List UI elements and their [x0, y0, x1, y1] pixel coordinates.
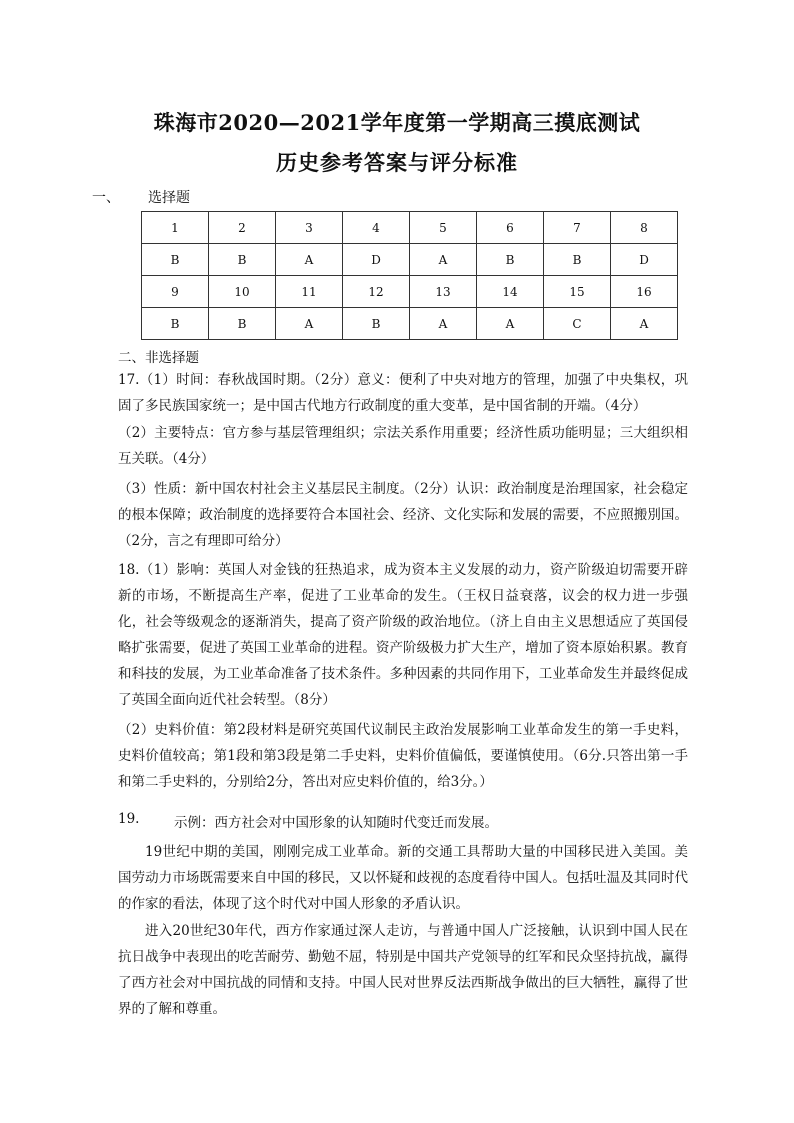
table-cell: A — [276, 244, 343, 276]
table-cell: B — [209, 244, 276, 276]
table-cell: 8 — [611, 212, 678, 244]
q19-example: 示例：西方社会对中国形象的认知随时代变迁而发展。 — [174, 815, 498, 831]
table-cell: B — [142, 244, 209, 276]
table-cell: B — [142, 308, 209, 340]
section2-heading: 二、非选择题 — [118, 350, 199, 366]
q19-paragraph2: 进入20世纪30年代，西方作家通过深人走访，与普通中国人广泛接触，认识到中国人民在抗日战争中表现出的吃苦耐劳、勤勉不屈，特别是中国共产党领导的红军和民众坚持抗战，赢得了西方社会对中国抗战的同情和支持。中国人民对世界反法西斯战争做出的巨大牺牲，赢得了世界的了解和尊重。 — [118, 923, 688, 1017]
table-cell: A — [410, 308, 477, 340]
q18-part1: 18.（1）影响：英国人对金钱的狂热追求，成为资本主义发展的动力，资产阶级迫切需要开辟新的市场，不断提高生产率，促进了工业革命的发生。（王权日益衰落，议会的权力进一步强化，社会等级观念的逐渐消失，提高了资产阶级的政治地位。（济上自由主义思想适应了英国侵略扩张需要，促进了英国工业革命的进程。资产阶级极力扩大生产，增加了资本原始积累。教育和科技的发展，为工业革命准备了技术条件。多种因素的共同作用下，工业革命发生并最终促成了英国全面向近代社会转型。（8分） — [118, 562, 688, 708]
table-row — [142, 212, 678, 244]
table-cell: 4 — [343, 212, 410, 244]
table-cell: 11 — [276, 276, 343, 308]
answer-table — [141, 211, 678, 340]
table-cell: A — [276, 308, 343, 340]
table-cell: 9 — [142, 276, 209, 308]
table-cell: 16 — [611, 276, 678, 308]
table-row — [142, 308, 678, 340]
table-cell: D — [611, 244, 678, 276]
table-cell: 7 — [544, 212, 611, 244]
table-cell: 5 — [410, 212, 477, 244]
table-cell: A — [611, 308, 678, 340]
document-subtitle: 历史参考答案与评分标准 — [276, 150, 518, 175]
table-cell: 6 — [477, 212, 544, 244]
table-cell: B — [343, 308, 410, 340]
table-cell: 2 — [209, 212, 276, 244]
q19-number: 19. — [118, 811, 140, 827]
q17-part3: （3）性质：新中国农村社会主义基层民主制度。（2分）认识：政治制度是治理国家，社会稳定的根本保障；政治制度的选择要符合本国社会、经济、文化实际和发展的需要，不应照搬別国。（2分，言之有理即可给分） — [118, 481, 688, 549]
document-title: 珠海市2020—2021学年度第一学期高三摸底测试 — [153, 110, 641, 135]
table-cell: 3 — [276, 212, 343, 244]
section1-number: 一、 — [92, 190, 120, 206]
table-cell: B — [209, 308, 276, 340]
table-cell: 13 — [410, 276, 477, 308]
q18-part2: （2）史料价值：第2段材料是研究英国代议制民主政治发展影响工业革命发生的第一手史料，史料价值较高；第1段和第3段是第二手史料，史料价值偏低，要谨慎使用。（6分.只答出第一手和第二手史料的，分别给2分，答出对应史料价值的，给3分。） — [118, 722, 688, 790]
table-row — [142, 244, 678, 276]
table-cell: C — [544, 308, 611, 340]
q19-paragraph1: 19世纪中期的美国，刚刚完成工业革命。新的交通工具帮助大量的中国移民进入美国。美国劳动力市场既需要来自中国的移民，又以怀疑和歧视的态度看待中国人。包括吐温及其同时代的作家的看法，体现了这个时代对中国人形象的矛盾认识。 — [118, 844, 688, 912]
q17-part1: 17.（1）时间：春秋战国时期。（2分）意义：便利了中央对地方的管理，加强了中央集权，巩固了多民族国家统一；是中国古代地方行政制度的重大变革，是中国省制的开端。（4分） — [118, 372, 688, 414]
table-cell: B — [544, 244, 611, 276]
q17-part2: （2）主要特点：官方参与基层管理组织；宗法关系作用重要；经济性质功能明显；三大组织相互关联。（4分） — [118, 425, 688, 467]
table-cell: D — [343, 244, 410, 276]
table-cell: 12 — [343, 276, 410, 308]
table-cell: 14 — [477, 276, 544, 308]
table-cell: 1 — [142, 212, 209, 244]
table-cell: 10 — [209, 276, 276, 308]
section1-label: 选择题 — [148, 190, 190, 206]
table-cell: B — [477, 244, 544, 276]
table-cell: A — [477, 308, 544, 340]
table-cell: A — [410, 244, 477, 276]
table-row — [142, 276, 678, 308]
table-cell: 15 — [544, 276, 611, 308]
